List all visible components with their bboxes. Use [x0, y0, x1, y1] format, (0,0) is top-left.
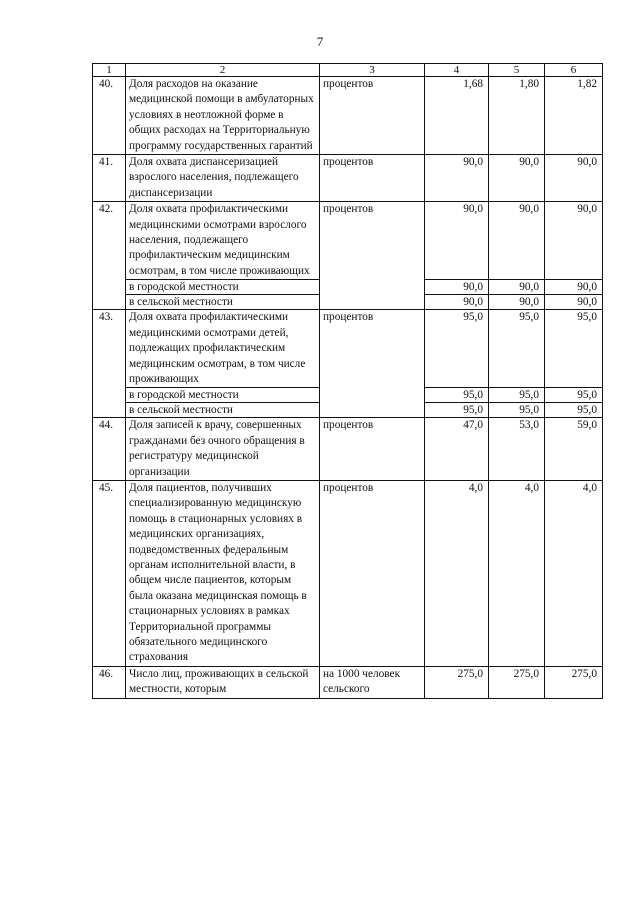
row-number: 43.: [93, 310, 126, 418]
value-col-6: 90,0: [545, 202, 603, 280]
row-number: 45.: [93, 480, 126, 666]
indicator-name: Доля пациентов, получивших специализированную медицинскую помощь в стационарных условиях в медицинских организациях, подведомственных федеральным органам исполнительной власти, в общем числе пациентов, которым была оказана медицинская помощь в стационарных условиях в рамках Территориальной программы обязательного медицинского страхования: [126, 480, 320, 666]
unit-cell: процентов: [320, 155, 425, 202]
value-col-4: 4,0: [425, 480, 489, 666]
table-row: [93, 666, 603, 698]
indicator-name: Доля охвата диспансеризацией взрослого населения, подлежащего диспансеризации: [126, 155, 320, 202]
table-row: [93, 155, 603, 202]
value-col-5: 95,0: [489, 403, 545, 418]
value-col-4: 90,0: [425, 280, 489, 295]
value-col-4: 90,0: [425, 295, 489, 310]
value-col-5: 4,0: [489, 480, 545, 666]
header-col-3: 3: [320, 64, 425, 77]
table-row: [93, 202, 603, 280]
unit-cell: процентов: [320, 418, 425, 481]
value-col-6: 59,0: [545, 418, 603, 481]
value-col-6: 95,0: [545, 310, 603, 388]
value-col-5: 90,0: [489, 295, 545, 310]
value-col-4: 47,0: [425, 418, 489, 481]
table-row: [93, 77, 603, 155]
unit-cell: процентов: [320, 480, 425, 666]
value-col-5: 95,0: [489, 388, 545, 403]
value-col-6: 4,0: [545, 480, 603, 666]
value-col-4: 95,0: [425, 403, 489, 418]
value-col-6: 275,0: [545, 666, 603, 698]
table-row: [93, 310, 603, 388]
row-number: 40.: [93, 77, 126, 155]
value-col-4: 90,0: [425, 202, 489, 280]
value-col-6: 95,0: [545, 388, 603, 403]
subrow-name: в сельской местности: [126, 403, 320, 418]
indicator-name: Число лиц, проживающих в сельской местности, которым: [126, 666, 320, 698]
unit-cell: процентов: [320, 202, 425, 310]
subrow-name: в городской местности: [126, 388, 320, 403]
subrow-name: в городской местности: [126, 280, 320, 295]
subrow-name: в сельской местности: [126, 295, 320, 310]
header-col-1: 1: [93, 64, 126, 77]
indicator-name: Доля записей к врачу, совершенных гражданами без очного обращения в регистратуру медицинской организации: [126, 418, 320, 481]
value-col-6: 90,0: [545, 295, 603, 310]
indicator-name: Доля расходов на оказание медицинской помощи в амбулаторных условиях в неотложной форме в общих расходах на Территориальную программу государственных гарантий: [126, 77, 320, 155]
unit-cell: процентов: [320, 77, 425, 155]
value-col-4: 1,68: [425, 77, 489, 155]
unit-cell: процентов: [320, 310, 425, 418]
value-col-4: 95,0: [425, 310, 489, 388]
value-col-5: 275,0: [489, 666, 545, 698]
row-number: 44.: [93, 418, 126, 481]
table-row: [93, 480, 603, 666]
table-row: [93, 418, 603, 481]
value-col-5: 1,80: [489, 77, 545, 155]
value-col-5: 53,0: [489, 418, 545, 481]
value-col-6: 90,0: [545, 155, 603, 202]
indicator-name: Доля охвата профилактическими медицинскими осмотрами взрослого населения, подлежащего профилактическим медицинским осмотрам, в том числе проживающих: [126, 202, 320, 280]
row-number: 41.: [93, 155, 126, 202]
value-col-5: 90,0: [489, 280, 545, 295]
indicator-name: Доля охвата профилактическими медицинскими осмотрами детей, подлежащих профилактическим медицинским осмотрам, в том числе проживающих: [126, 310, 320, 388]
header-col-4: 4: [425, 64, 489, 77]
header-col-6: 6: [545, 64, 603, 77]
value-col-5: 90,0: [489, 202, 545, 280]
value-col-4: 90,0: [425, 155, 489, 202]
header-col-2: 2: [126, 64, 320, 77]
value-col-4: 275,0: [425, 666, 489, 698]
page-number: 7: [316, 34, 324, 49]
row-number: 42.: [93, 202, 126, 310]
row-number: 46.: [93, 666, 126, 698]
value-col-6: 95,0: [545, 403, 603, 418]
value-col-5: 90,0: [489, 155, 545, 202]
header-row: [93, 64, 603, 77]
value-col-4: 95,0: [425, 388, 489, 403]
header-col-5: 5: [489, 64, 545, 77]
value-col-5: 95,0: [489, 310, 545, 388]
unit-cell: на 1000 человек сельского: [320, 666, 425, 698]
indicators-table: [92, 63, 603, 699]
value-col-6: 90,0: [545, 280, 603, 295]
value-col-6: 1,82: [545, 77, 603, 155]
